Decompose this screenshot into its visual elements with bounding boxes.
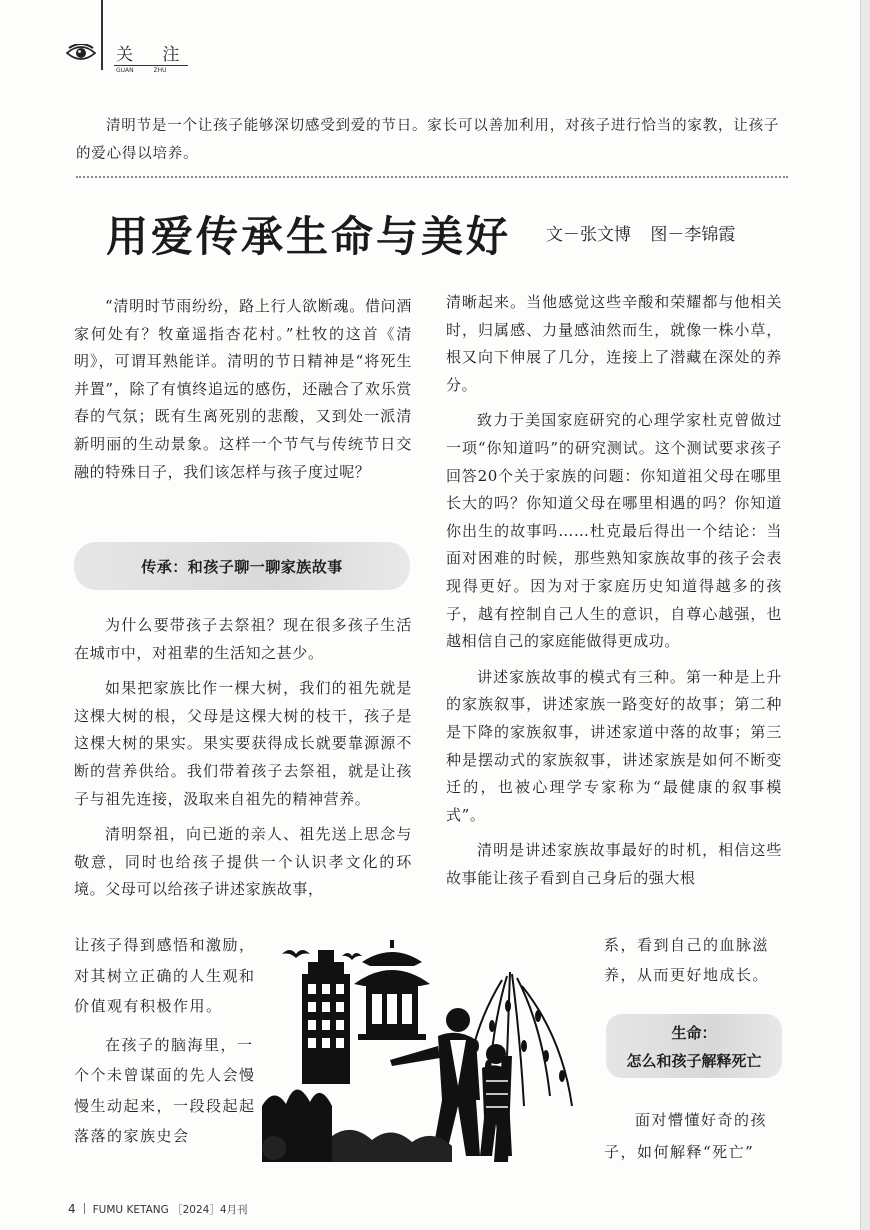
paragraph: 在孩子的脑海里，一个个未曾谋面的先人会慢慢生动起来，一段段起起落落的家族史会 xyxy=(74,1035,256,1145)
right-column xyxy=(446,289,782,892)
section-heading-heritage xyxy=(74,542,410,590)
pinyin-right: ZHU xyxy=(153,67,167,74)
page-edge xyxy=(860,0,870,1230)
paragraph: 讲述家族故事的模式有三种。第一种是上升的家族叙事，讲述家族一路变好的故事；第二种是下降的家族叙事，讲述家道中落的故事；第三种是摆动式的家族叙事，讲述家族是如何不断变迁的，也被心理学专家称为“最健康的叙事模式”。 xyxy=(446,667,782,824)
dotted-divider xyxy=(76,176,788,178)
paragraph: 为什么要带孩子去祭祖？现在很多孩子生活在城市中，对祖辈的生活知之甚少。 xyxy=(74,616,412,662)
pinyin-left: GUAN xyxy=(116,67,134,74)
page-number: 4 xyxy=(68,1202,76,1216)
paragraph: 让孩子得到感悟和激励，对其树立正确的人生观和价值观有积极作用。 xyxy=(74,936,256,1015)
papercut-illustration xyxy=(262,936,594,1162)
section-heading-life xyxy=(606,1014,782,1078)
column-title-rule xyxy=(114,65,188,66)
section-heading-line1: 生命： xyxy=(671,1024,717,1042)
column-pinyin xyxy=(116,67,167,74)
paragraph: 如果把家族比作一棵大树，我们的祖先就是这棵大树的根，父母是这棵大树的枝干，孩子是这棵大树的果实。果实要获得成长就要靠源源不断的营养供给。我们带着孩子去祭祖，就是让孩子与祖先连接，汲取来自祖先的精神营养。 xyxy=(74,679,412,808)
paragraph: “清明时节雨纷纷，路上行人欲断魂。借问酒家何处有？牧童遥指杏花村。”杜牧的这首《清明》，可谓耳熟能详。清明的节日精神是“将死生并置”，除了有慎终追远的感伤，还融合了欢乐赏春的气氛；既有生离死别的悲酸，又到处一派清新明丽的生动景象。这样一个节气与传统节日交融的特殊日子，我们该怎样与孩子度过呢？ xyxy=(74,297,412,481)
illustrator: 图－李锦霞 xyxy=(650,225,736,245)
right-wrap-text-bottom xyxy=(604,1104,784,1168)
article-title: 用爱传承生命与美好 xyxy=(106,212,512,261)
column-title: 关 注 xyxy=(116,45,192,65)
paragraph: 清明祭祖，向已逝的亲人、祖先送上思念与敬意，同时也给孩子提供一个认识孝文化的环境。父母可以给孩子讲述家族故事， xyxy=(74,825,412,899)
paragraph: 面对懵懂好奇的孩子，如何解释“死亡” xyxy=(604,1111,768,1161)
author: 文－张文博 xyxy=(546,225,631,245)
footer-separator xyxy=(84,1203,85,1214)
paragraph: 清晰起来。当他感觉这些辛酸和荣耀都与他相关时，归属感、力量感油然而生，就像一株小草，根又向下伸展了几分，连接上了潜藏在深处的养分。 xyxy=(446,293,782,394)
eye-icon xyxy=(66,44,96,62)
intro-text: 清明节是一个让孩子能够深切感受到爱的节日。家长可以善加利用，对孩子进行恰当的家教，让孩子的爱心得以培养。 xyxy=(76,118,780,162)
page-footer xyxy=(68,1202,248,1217)
paragraph: 清明是讲述家族故事最好的时机，相信这些故事能让孩子看到自己身后的强大根 xyxy=(446,841,782,887)
byline xyxy=(546,220,749,245)
column-header xyxy=(64,38,264,78)
magazine-name: FUMU KETANG xyxy=(92,1204,169,1216)
right-wrap-text: 系，看到自己的血脉滋养，从而更好地成长。 xyxy=(604,936,770,984)
paragraph: 致力于美国家庭研究的心理学家杜克曾做过一项“你知道吗”的研究测试。这个测试要求孩子回答20个关于家族的问题：你知道祖父母在哪里长大的吗？你知道父母在哪里相遇的吗？你知道你出生的故事吗……杜克最后得出一个结论：当面对困难的时候，那些熟知家族故事的孩子会表现得更好。因为对于家庭历史知道得越多的孩子，越有控制自己人生的意识，自尊心越强，也越相信自己的家庭能做得更成功。 xyxy=(446,411,782,651)
section-heading-text: 传承：和孩子聊一聊家族故事 xyxy=(141,558,343,576)
issue-label: ［2024］4月刊 xyxy=(172,1204,248,1216)
left-wrap-text xyxy=(74,930,264,1152)
left-column xyxy=(74,293,412,486)
left-column-continued xyxy=(74,612,412,904)
section-heading-line2: 怎么和孩子解释死亡 xyxy=(626,1052,762,1070)
